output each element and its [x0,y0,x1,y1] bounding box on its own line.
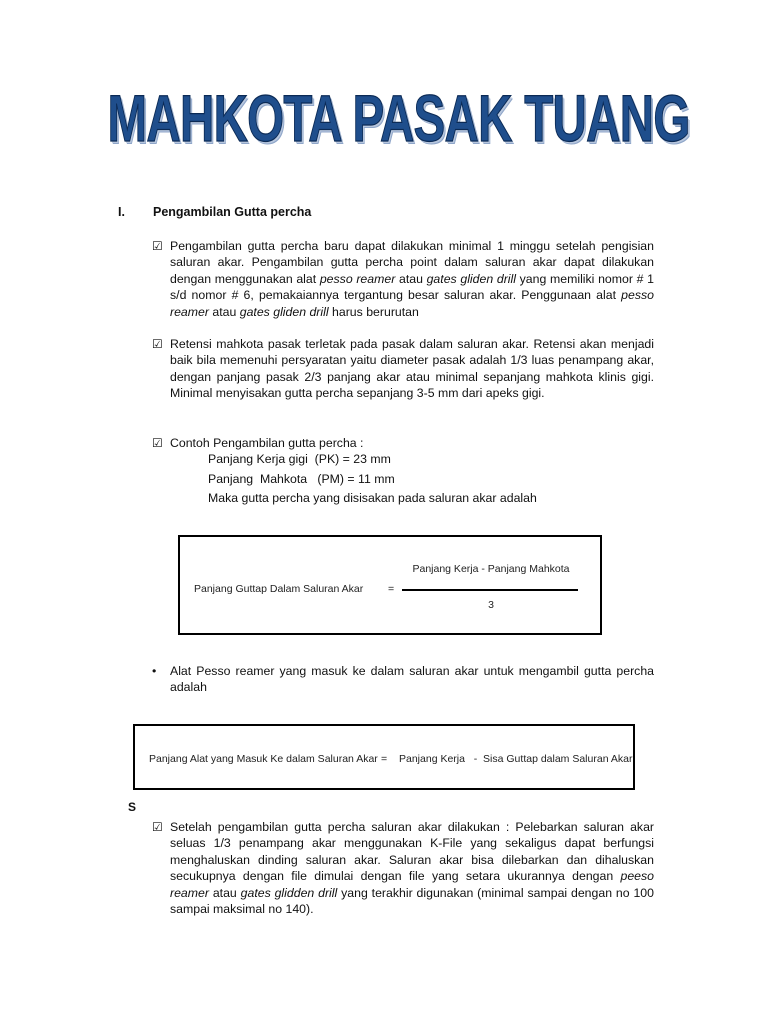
checkbox-icon: ☑ [152,820,163,834]
formula-box-gutta-length [178,535,602,635]
bullet-icon: • [152,664,157,678]
formula-equals: = [381,753,388,765]
checkbox-icon: ☑ [152,239,163,253]
example-line-conclusion: Maka gutta percha yang disisakan pada saluran akar adalah [208,491,537,506]
fraction-bar [402,589,578,591]
stray-letter: S [128,800,137,814]
formula-denominator: 3 [488,599,494,611]
bullet-item-text: Alat Pesso reamer yang masuk ke dalam saluran akar untuk mengambil gutta percha adalah [170,664,654,695]
formula-equals: = [388,583,395,595]
section-number: I. [118,205,125,219]
section-heading [118,205,311,219]
example-line-pk: Panjang Kerja gigi (PK) = 23 mm [208,452,391,467]
bullet-item [152,663,654,696]
formula-lhs: Panjang Guttap Dalam Saluran Akar [194,583,364,595]
checklist-item-2 [152,336,654,402]
checkbox-icon: ☑ [152,337,163,351]
checklist-item-2-text: Retensi mahkota pasak terletak pada pasak dalam saluran akar. Retensi akan menjadi baik bila memenuhi persyaratan yaitu diameter pasak adalah 1/3 luas penampang akar, dengan panjang pasak 2/3 panjang akar atau minimal sepanjang mahkota klinis gigi. Minimal menyisakan gutta percha sepanjang 3-5 mm dari apeks gigi. [170,337,654,401]
formula-box-instrument-length [133,724,635,790]
formula-lhs: Panjang Alat yang Masuk Ke dalam Saluran Akar [149,753,378,765]
checklist-item-1 [152,238,654,320]
example-line-pm: Panjang Mahkota (PM) = 11 mm [208,471,395,486]
checklist-item-1-text: Pengambilan gutta percha baru dapat dilakukan minimal 1 minggu setelah pengisian saluran akar. Pengambilan gutta percha point dalam saluran akar dapat dilakukan dengan menggunakan alat pesso reamer atau gates gliden drill yang memiliki nomor # 1 s/d nomor # 6, pemakaiannya tergantung besar saluran akar. Penggunaan alat pesso reamer atau gates gliden drill harus berurutan [170,239,654,319]
checklist-item-4-text: Setelah pengambilan gutta percha saluran akar dilakukan : Pelebarkan saluran akar seluas 1/3 penampang akar menggunakan K-File yang sekaligus dapat berfungsi menghaluskan dinding saluran akar. Saluran akar bisa dilebarkan dan dihaluskan secukupnya dengan file dimulai dengan file yang setara ukurannya dengan peeso reamer atau gates glidden drill yang terakhir digunakan (minimal sampai dengan no 100 sampai maksimal no 140). [170,820,654,917]
checkbox-icon: ☑ [152,436,163,450]
document-title: MAHKOTA PASAK TUANG [107,81,690,155]
checklist-item-3 [152,435,654,507]
example-heading: Contoh Pengambilan gutta percha : [170,436,364,450]
formula-rhs: Panjang Kerja - Sisa Guttap dalam Saluran Akar [399,753,633,765]
section-title: Pengambilan Gutta percha [153,205,312,219]
checklist-item-4 [152,819,654,917]
formula-numerator: Panjang Kerja - Panjang Mahkota [412,563,570,575]
